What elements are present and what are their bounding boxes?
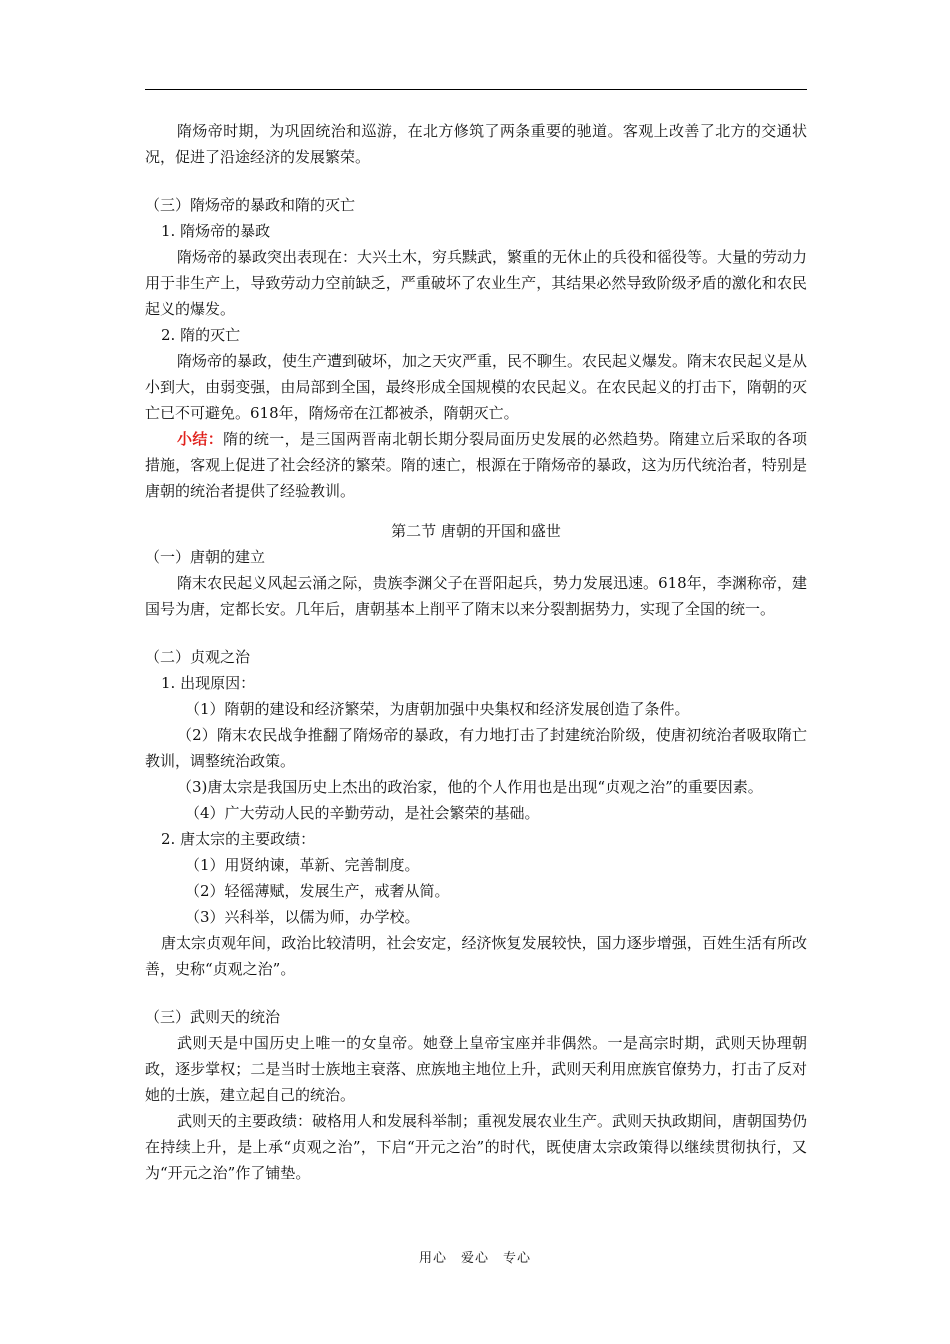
paragraph-zhenguan: 唐太宗贞观年间，政治比较清明，社会安定，经济恢复发展较快，国力逐步增强，百姓生活有所改善，史称“贞观之治”。	[145, 934, 807, 978]
paragraph-summary	[145, 426, 807, 504]
subheading-tyranny: 1. 隋炀帝的暴政	[161, 222, 271, 240]
paragraph-fall: 隋炀帝的暴政，使生产遭到破坏，加之天灾严重，民不聊生。农民起义爆发。隋末农民起义是从小到大，由弱变强，由局部到全国，最终形成全国规模的农民起义。在农民起义的打击下，隋朝的灭亡已不可避免。618年，隋炀帝在江都被杀，隋朝灭亡。	[145, 352, 808, 422]
reason-item-1: （1）隋朝的建设和经济繁荣，为唐朝加强中央集权和经济发展创造了条件。	[185, 700, 690, 718]
subheading-reasons: 1. 出现原因：	[161, 674, 256, 692]
reason-item-3: （3)唐太宗是我国历史上杰出的政治家，他的个人作用也是出现“贞观之治”的重要因素。	[177, 778, 763, 796]
heading-wu-zetian: （三）武则天的统治	[145, 1008, 281, 1026]
achievement-item-2: （2）轻徭薄赋，发展生产，戒奢从简。	[185, 882, 450, 900]
subheading-fall: 2. 隋的灭亡	[161, 326, 241, 344]
subheading-achievements: 2. 唐太宗的主要政绩：	[161, 830, 316, 848]
reason-item-4: （4）广大劳动人民的辛勤劳动，是社会繁荣的基础。	[185, 804, 540, 822]
achievement-item-1: （1）用贤纳谏，革新、完善制度。	[185, 856, 420, 874]
achievement-item-3: （3）兴科举，以儒为师，办学校。	[185, 908, 420, 926]
paragraph-tang-founding: 隋末农民起义风起云涌之际，贵族李渊父子在晋阳起兵，势力发展迅速。618年，李渊称帝，建国号为唐，定都长安。几年后，唐朝基本上削平了隋末以来分裂割据势力，实现了全国的统一。	[145, 574, 807, 618]
heading-tang-founding: （一）唐朝的建立	[145, 548, 266, 566]
paragraph-wu-zetian-rise: 武则天是中国历史上唯一的女皇帝。她登上皇帝宝座并非偶然。一是高宗时期，武则天协理朝政，逐步掌权；二是当时士族地主衰落、庶族地主地位上升，武则天利用庶族官僚势力，打击了反对她的士族，建立起自己的统治。	[145, 1034, 807, 1104]
document-body	[145, 118, 807, 1186]
page-footer: 用心 爱心 专心	[418, 1251, 531, 1266]
reason-item-2: （2）隋末农民战争推翻了隋炀帝的暴政，有力地打击了封建统治阶级，使唐初统治者吸取隋亡教训，调整统治政策。	[145, 726, 807, 770]
paragraph-tyranny: 隋炀帝的暴政突出表现在：大兴土木，穷兵黩武，繁重的无休止的兵役和徭役等。大量的劳动力用于非生产上，导致劳动力空前缺乏，严重破坏了农业生产，其结果必然导致阶级矛盾的激化和农民起义的爆发。	[145, 248, 808, 318]
summary-label: 小结：	[177, 430, 224, 448]
heading-tyranny-and-fall: （三）隋炀帝的暴政和隋的灭亡	[145, 196, 356, 214]
section-title: 第二节 唐朝的开国和盛世	[391, 522, 561, 540]
paragraph-wu-zetian-policies: 武则天的主要政绩：破格用人和发展科举制；重视发展农业生产。武则天执政期间，唐朝国势仍在持续上升，是上承“贞观之治”，下启“开元之治”的时代，既使唐太宗政策得以继续贯彻执行，又为“开元之治”作了铺垫。	[145, 1112, 808, 1182]
header-rule	[145, 89, 807, 90]
heading-zhenguan: （二）贞观之治	[145, 648, 251, 666]
paragraph-roads: 隋炀帝时期，为巩固统治和巡游，在北方修筑了两条重要的驰道。客观上改善了北方的交通状况，促进了沿途经济的发展繁荣。	[145, 122, 807, 166]
summary-text: 隋的统一，是三国两晋南北朝长期分裂局面历史发展的必然趋势。隋建立后采取的各项措施，客观上促进了社会经济的繁荣。隋的速亡，根源在于隋炀帝的暴政，这为历代统治者，特别是唐朝的统治者提供了经验教训。	[145, 430, 807, 500]
